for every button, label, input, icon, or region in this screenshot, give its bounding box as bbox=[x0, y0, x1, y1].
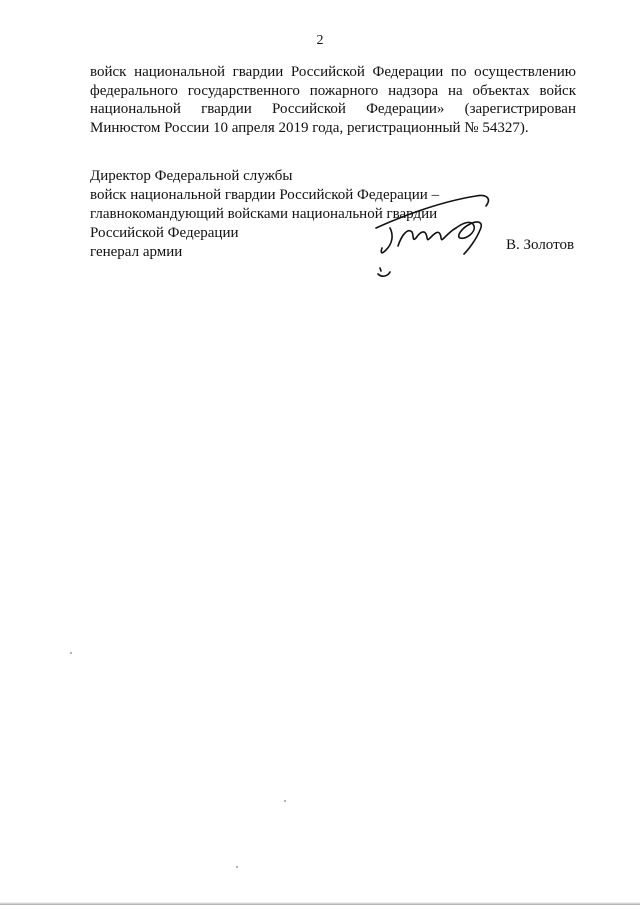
scan-speck bbox=[236, 866, 238, 868]
body-paragraph bbox=[90, 63, 576, 137]
signatory-name: В. Золотов bbox=[506, 237, 575, 253]
signatory-rank-line: генерал армии bbox=[90, 244, 183, 260]
scan-speck bbox=[284, 800, 286, 802]
body-line: войск национальной гвардии Российской Федерации по осуществлению bbox=[90, 64, 576, 80]
scan-speck bbox=[70, 652, 72, 654]
page-number: 2 bbox=[316, 33, 324, 48]
body-line: Минюстом России 10 апреля 2019 года, регистрационный № 54327). bbox=[90, 119, 529, 136]
handwritten-signature bbox=[368, 188, 508, 283]
body-line: федерального государственного пожарного надзора на объектах войск bbox=[90, 82, 576, 99]
signatory-title-line: главнокомандующий войсками национальной гвардии bbox=[90, 206, 438, 222]
signatory-title-line: войск национальной гвардии Российской Федерации – bbox=[90, 187, 440, 203]
body-line: национальной гвардии Российской Федерации» (зарегистрирован bbox=[90, 101, 576, 117]
signatory-title-line: Директор Федеральной службы bbox=[90, 168, 293, 184]
signatory-title-line: Российской Федерации bbox=[90, 225, 239, 241]
